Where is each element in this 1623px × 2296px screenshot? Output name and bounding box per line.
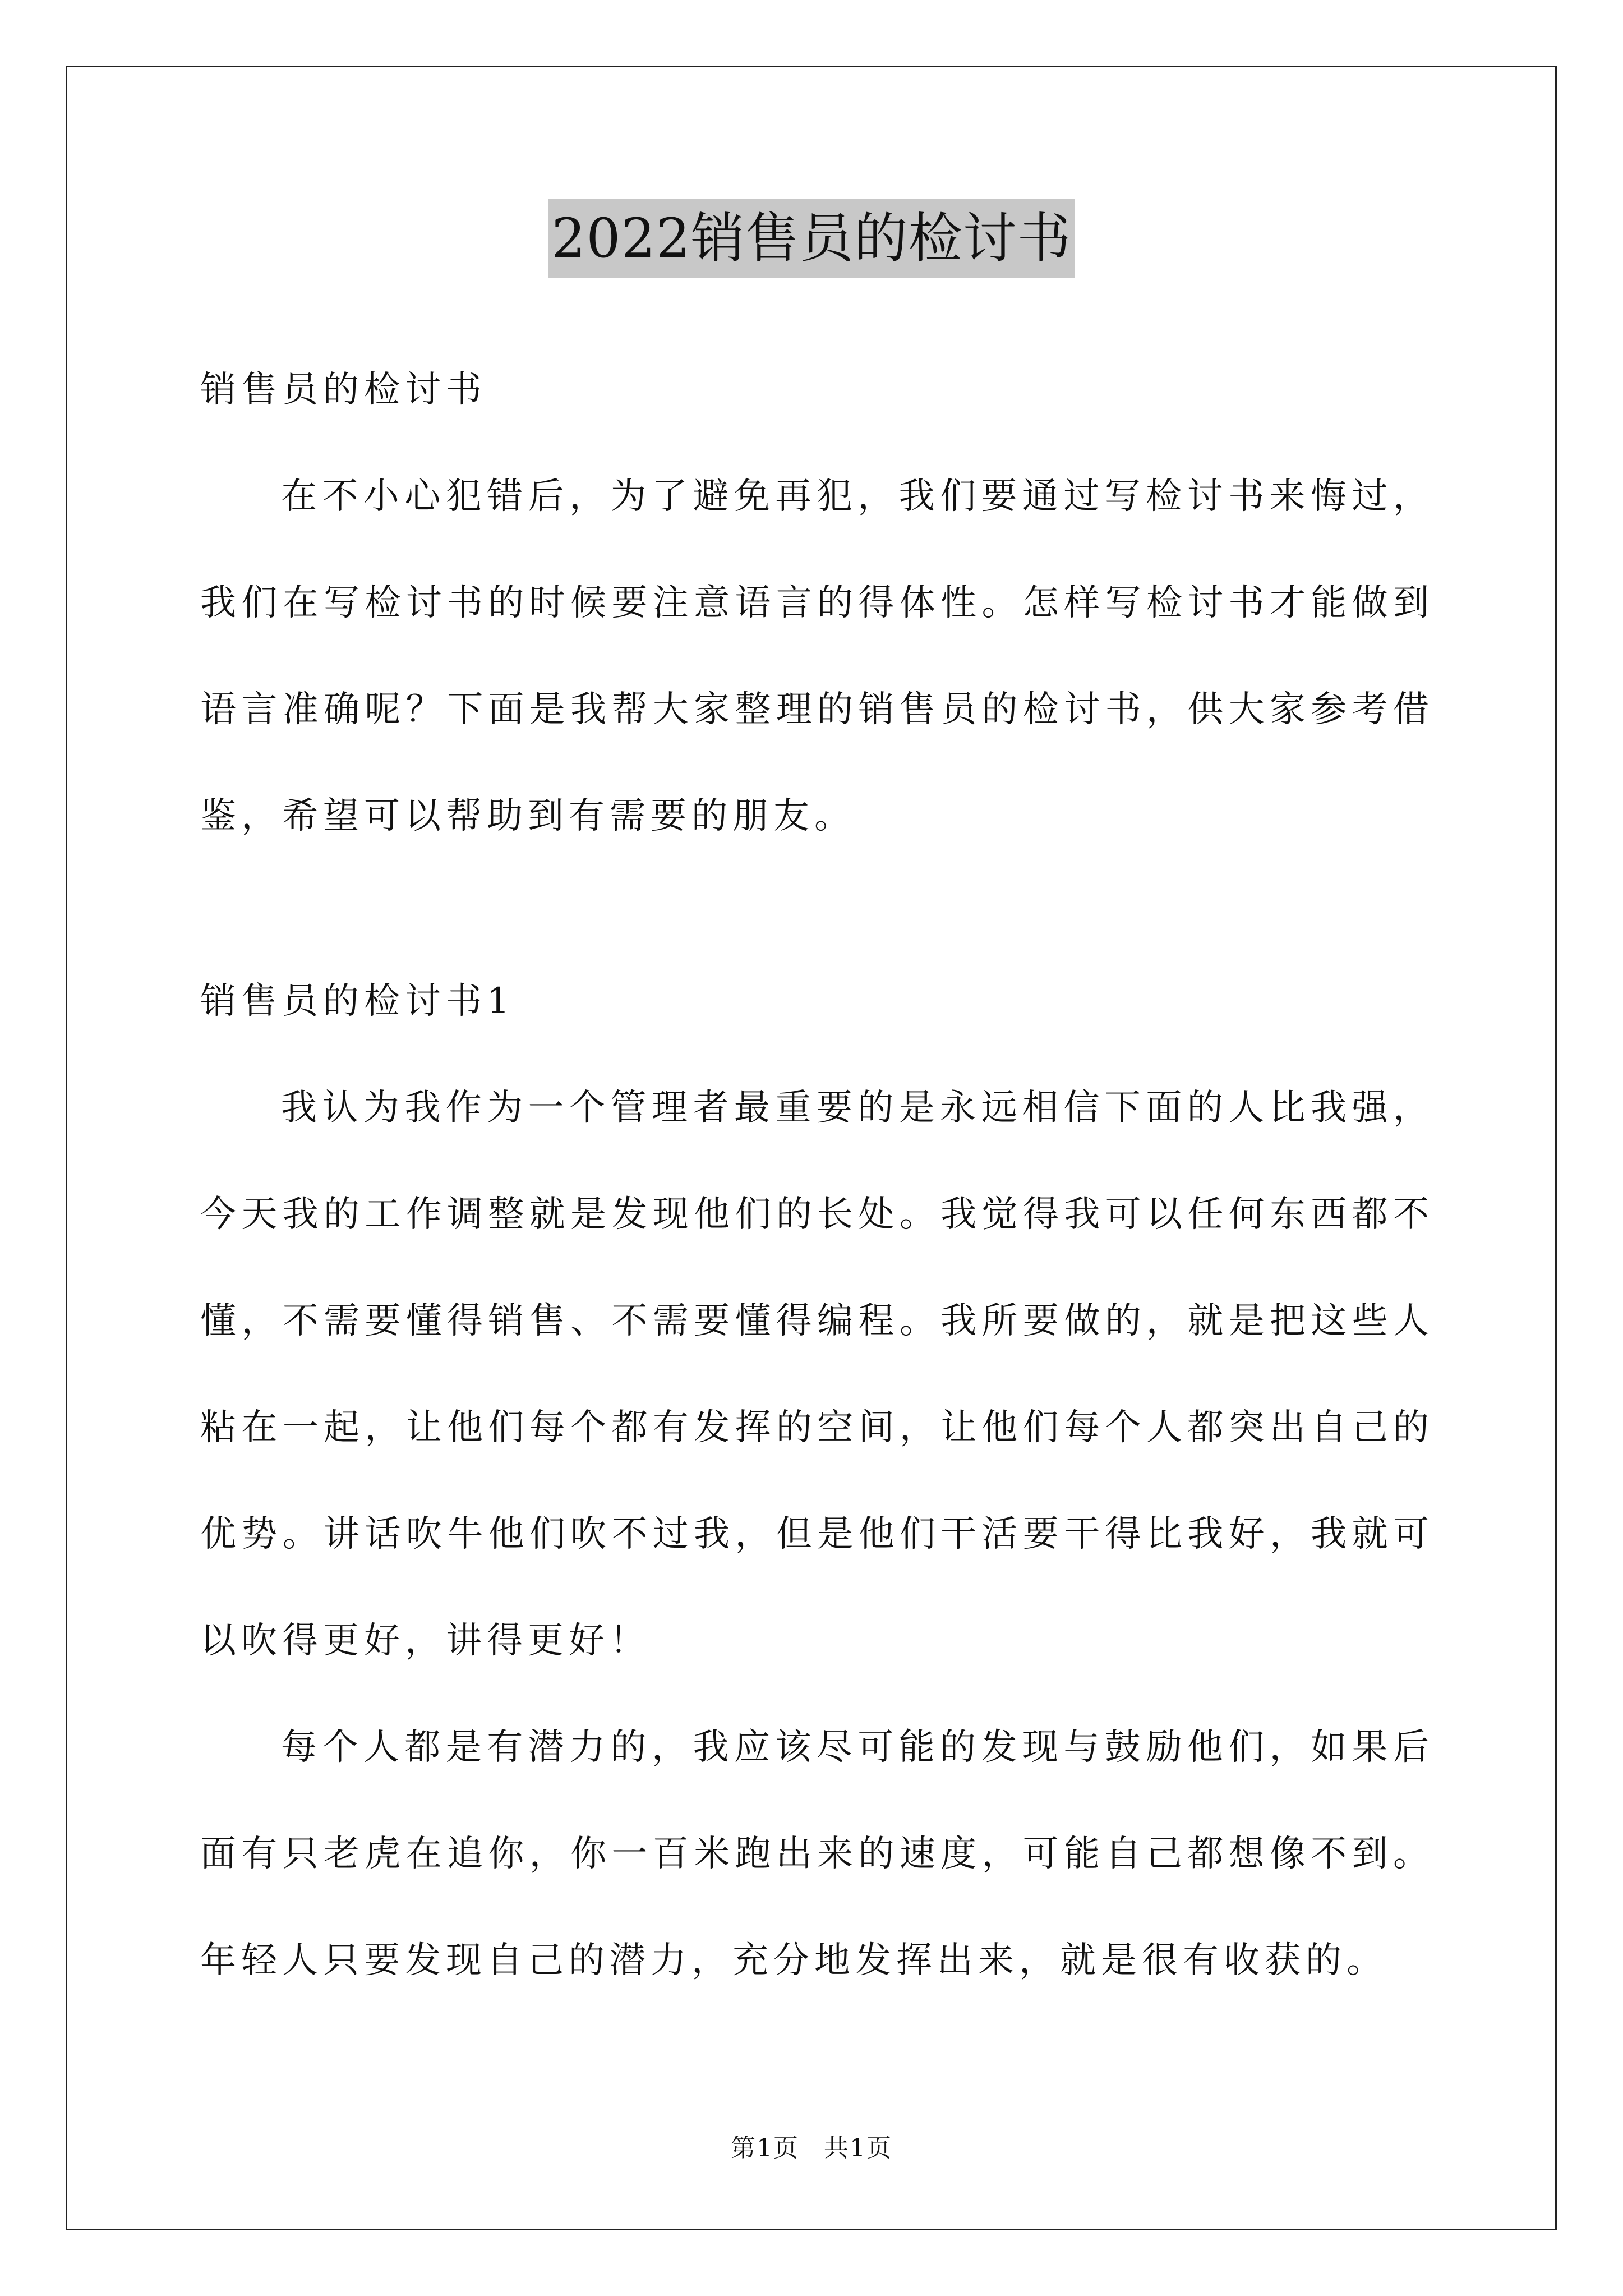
intro-heading: 销售员的检讨书 bbox=[200, 369, 487, 411]
section-1 bbox=[200, 948, 1434, 2014]
section-1-paragraph-1: 我认为我作为一个管理者最重要的是永远相信下面的人比我强，今天我的工作调整就是发现他们的长处。我觉得我可以任何东西都不懂，不需要懂得销售、不需要懂得编程。我所要做的，就是把这些人粘在一起，让他们每个都有发挥的空间，让他们每个人都突出自己的优势。讲话吹牛他们吹不过我，但是他们干活要干得比我好，我就可以吹得更好，讲得更好！ bbox=[200, 1087, 1434, 1662]
title-container bbox=[0, 199, 1623, 278]
intro-section bbox=[200, 337, 1434, 869]
page-number-total: 共1页 bbox=[824, 2134, 892, 2162]
document-title: 2022销售员的检讨书 bbox=[548, 199, 1075, 278]
page-number-current: 第1页 bbox=[731, 2134, 799, 2162]
section-1-paragraph-2: 每个人都是有潜力的，我应该尽可能的发现与鼓励他们，如果后面有只老虎在追你，你一百米跑出来的速度，可能自己都想像不到。年轻人只要发现自己的潜力，充分地发挥出来，就是很有收获的。 bbox=[200, 1727, 1434, 1981]
intro-paragraph: 在不小心犯错后，为了避免再犯，我们要通过写检讨书来悔过，我们在写检讨书的时候要注意语言的得体性。怎样写检讨书才能做到语言准确呢？下面是我帮大家整理的销售员的检讨书，供大家参考借鉴，希望可以帮助到有需要的朋友。 bbox=[200, 476, 1434, 837]
section-1-heading: 销售员的检讨书1 bbox=[200, 981, 515, 1022]
page-footer bbox=[0, 2132, 1623, 2165]
